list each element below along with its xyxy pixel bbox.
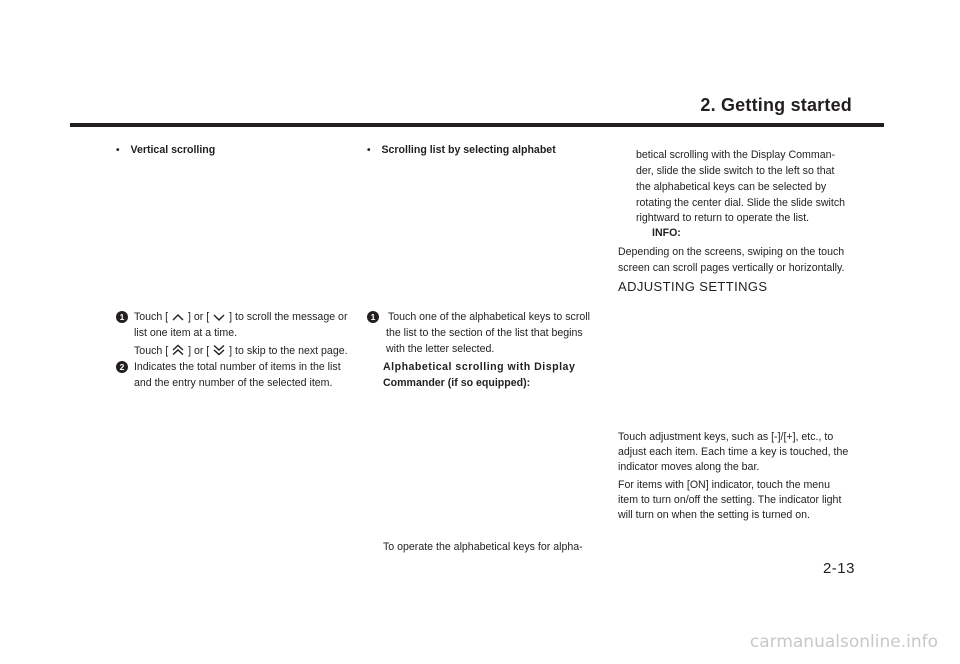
col2-heading: Scrolling list by selecting alphabet: [381, 144, 556, 156]
callout-1-badge: 1: [116, 311, 128, 323]
text: ] or [: [188, 311, 210, 323]
callout-1-badge: 1: [367, 311, 379, 323]
col2-subheading-line2: Commander (if so equipped):: [383, 377, 531, 389]
text: Indicates the total number of items in the list: [133, 361, 341, 373]
col2-item1-line2: the list to the section of the list that begins: [386, 327, 583, 339]
section-title: ADJUSTING SETTINGS: [618, 279, 768, 294]
col2-item1-line3: with the letter selected.: [386, 343, 495, 355]
text: ] to scroll the message or: [229, 311, 348, 323]
para2-line3: will turn on when the setting is turned on.: [618, 509, 810, 521]
text: Touch [: [134, 345, 169, 357]
col3-continued-5: rightward to return to operate the list.: [636, 212, 810, 224]
col1-item1: [116, 310, 356, 326]
header-rule: [70, 123, 884, 127]
para1-line3: indicator moves along the bar.: [618, 461, 760, 473]
col2-bottom-text: To operate the alphabetical keys for alpha-: [383, 541, 583, 553]
para2-line2: item to turn on/off the setting. The indicator light: [618, 494, 842, 506]
bullet: •: [116, 145, 120, 156]
callout-2-badge: 2: [116, 361, 128, 373]
col3-continued-4: rotating the center dial. Slide the slide switch: [636, 197, 846, 209]
para1-line2: adjust each item. Each time a key is touched, the: [618, 446, 849, 458]
info-label: INFO:: [652, 227, 681, 239]
info-text-1: Depending on the screens, swiping on the touch: [618, 246, 845, 258]
chevron-down-icon: [212, 312, 226, 322]
para1-line1: Touch adjustment keys, such as [-]/[+], etc., to: [618, 431, 834, 443]
para2-line1: For items with [ON] indicator, touch the menu: [618, 479, 830, 491]
chapter-title: 2. Getting started: [700, 95, 852, 115]
col3-continued-3: the alphabetical keys can be selected by: [636, 181, 827, 193]
col1-item1-line2: list one item at a time.: [134, 327, 238, 339]
chevron-up-icon: [171, 312, 185, 322]
col3-continued-2: der, slide the slide switch to the left so that: [636, 165, 835, 177]
bullet: •: [367, 145, 371, 156]
col1-item2-line2: and the entry number of the selected item.: [134, 377, 333, 389]
col1-item1-line3: [134, 344, 348, 360]
text: ] to skip to the next page.: [229, 345, 348, 357]
info-text-2: screen can scroll pages vertically or horizontally.: [618, 262, 845, 274]
double-chevron-up-icon: [171, 344, 185, 356]
page-number: 2-13: [822, 560, 855, 577]
col2-subheading-line1: Alphabetical scrolling with Display: [383, 361, 576, 373]
col3-continued-1: betical scrolling with the Display Comman-: [636, 149, 836, 161]
col1-item2: [116, 360, 341, 376]
col1-heading-row: [116, 143, 215, 159]
text: Touch [: [133, 311, 169, 323]
col2-heading-row: [367, 143, 556, 159]
text: ] or [: [188, 345, 210, 357]
col1-heading: Vertical scrolling: [130, 144, 216, 156]
watermark: carmanualsonline.info: [749, 632, 938, 652]
double-chevron-down-icon: [212, 344, 226, 356]
col2-item1: [367, 310, 590, 326]
text: Touch one of the alphabetical keys to scroll: [387, 311, 590, 323]
